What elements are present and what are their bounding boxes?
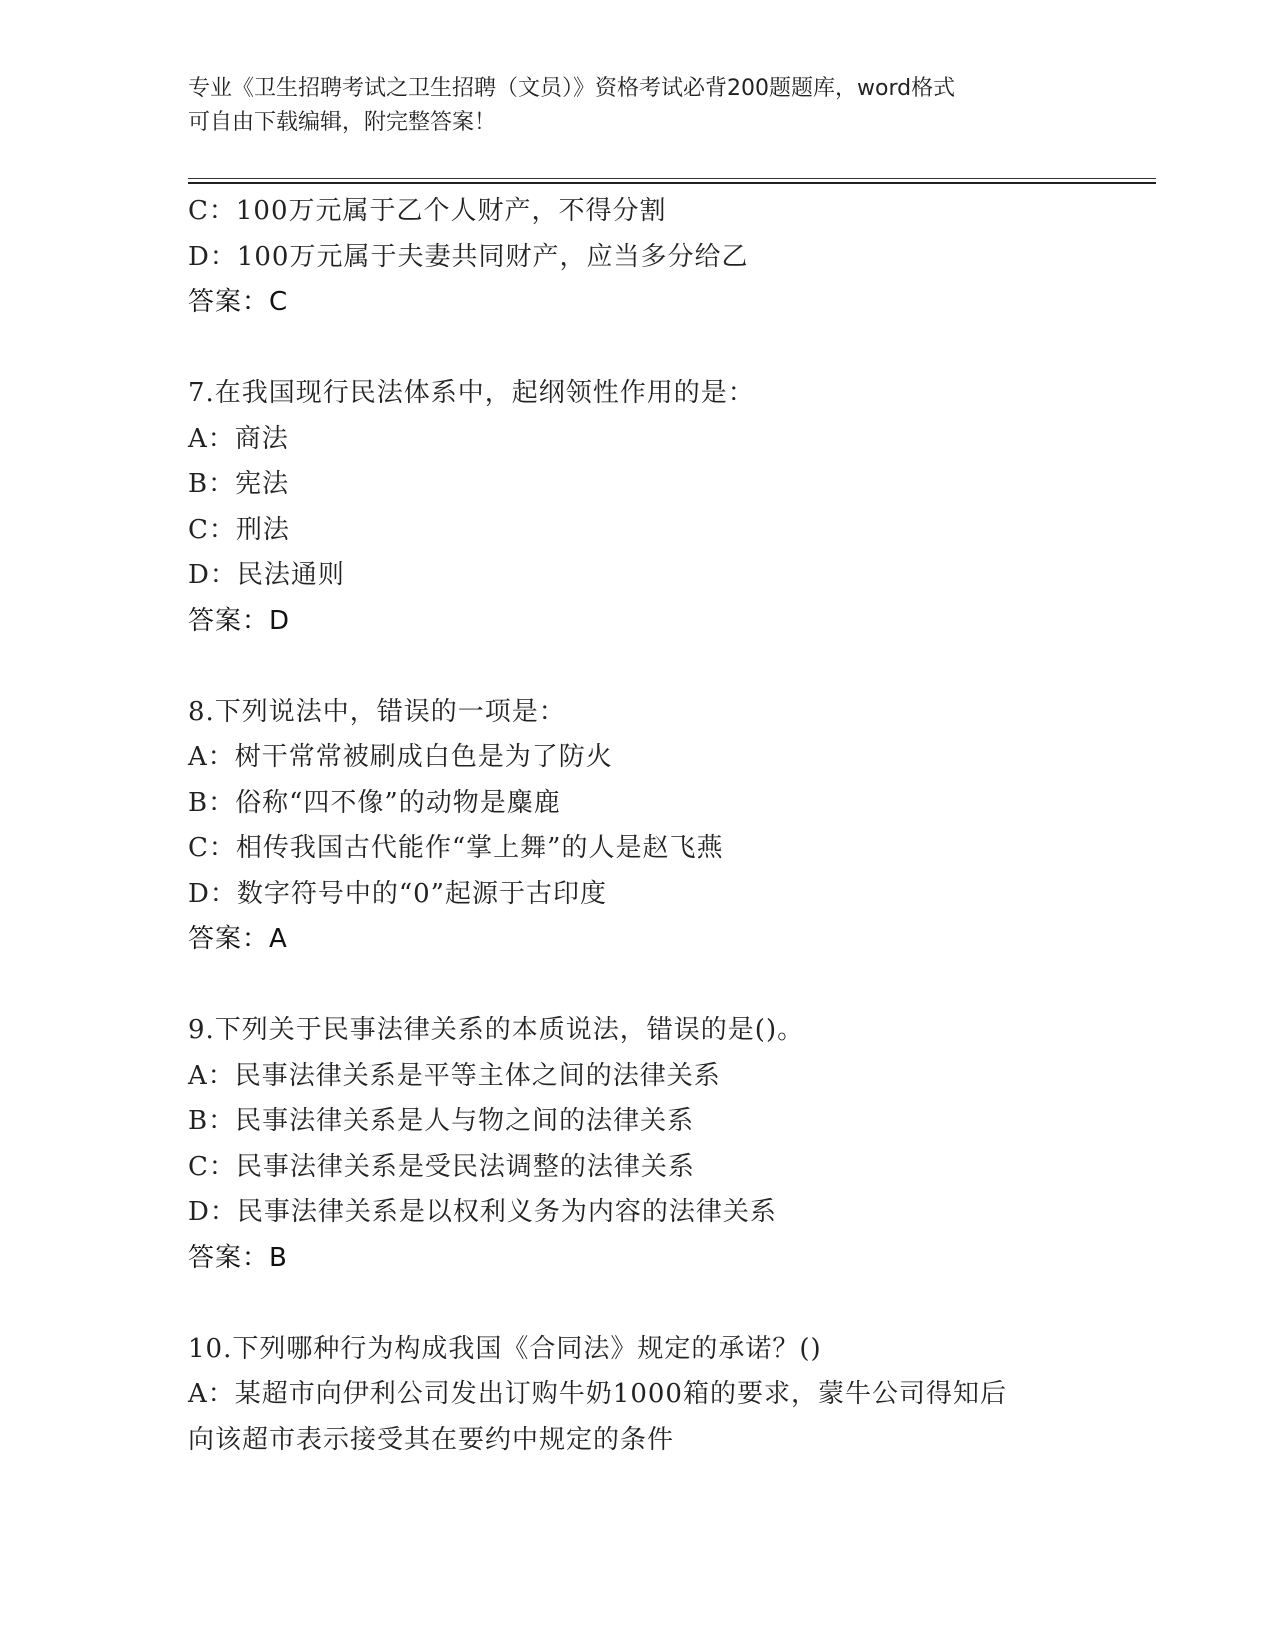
q7-stem: 7.在我国现行民法体系中，起纲领性作用的是： xyxy=(188,378,755,408)
q8-option-c: C：相传我国古代能作“掌上舞”的人是赵飞燕 xyxy=(188,833,724,863)
document-header xyxy=(188,72,1088,140)
q8-option-a: A：树干常常被刷成白色是为了防火 xyxy=(188,742,613,772)
q6-answer: 答案：C xyxy=(188,287,289,317)
q7-option-d: D：民法通则 xyxy=(188,560,345,590)
q6-option-c: C：100万元属于乙个人财产，不得分割 xyxy=(188,196,667,226)
q10-stem: 10.下列哪种行为构成我国《合同法》规定的承诺？() xyxy=(188,1333,822,1364)
q9-option-a: A：民事法律关系是平等主体之间的法律关系 xyxy=(188,1060,721,1091)
q8-stem: 8.下列说法中，错误的一项是： xyxy=(188,696,566,727)
q6-option-d: D：100万元属于夫妻共同财产，应当多分给乙 xyxy=(188,241,749,272)
q9-option-b: B：民事法律关系是人与物之间的法律关系 xyxy=(188,1106,695,1136)
header-divider xyxy=(188,178,1156,184)
q7-option-b: B：宪法 xyxy=(188,469,290,499)
q7-option-c: C：刑法 xyxy=(188,514,290,545)
q9-stem: 9.下列关于民事法律关系的本质说法，错误的是()。 xyxy=(188,1015,805,1045)
spacer xyxy=(188,963,1088,1009)
q10-option-a-line-2: 向该超市表示接受其在要约中规定的条件 xyxy=(188,1424,675,1455)
spacer xyxy=(188,1281,1088,1327)
q7-answer: 答案：D xyxy=(188,605,291,636)
q10-option-a-line-1: A：某超市向伊利公司发出订购牛奶1000箱的要求，蒙牛公司得知后 xyxy=(188,1379,1007,1409)
spacer xyxy=(188,644,1088,690)
q7-option-a: A：商法 xyxy=(188,423,289,454)
header-line-1: 专业《卫生招聘考试之卫生招聘（文员）》资格考试必背200题题库，word格式 xyxy=(188,76,956,101)
q9-option-d: D：民事法律关系是以权利义务为内容的法律关系 xyxy=(188,1197,777,1227)
q9-option-c: C：民事法律关系是受民法调整的法律关系 xyxy=(188,1151,695,1182)
q8-option-d: D：数字符号中的“0”起源于古印度 xyxy=(188,878,607,909)
spacer xyxy=(188,326,1088,372)
question-list xyxy=(188,189,1088,1463)
header-line-2: 可自由下载编辑，附完整答案！ xyxy=(188,110,497,135)
q9-answer: 答案：B xyxy=(188,1242,288,1273)
q8-answer: 答案：A xyxy=(188,924,288,954)
q8-option-b: B：俗称“四不像”的动物是麋鹿 xyxy=(188,787,561,818)
